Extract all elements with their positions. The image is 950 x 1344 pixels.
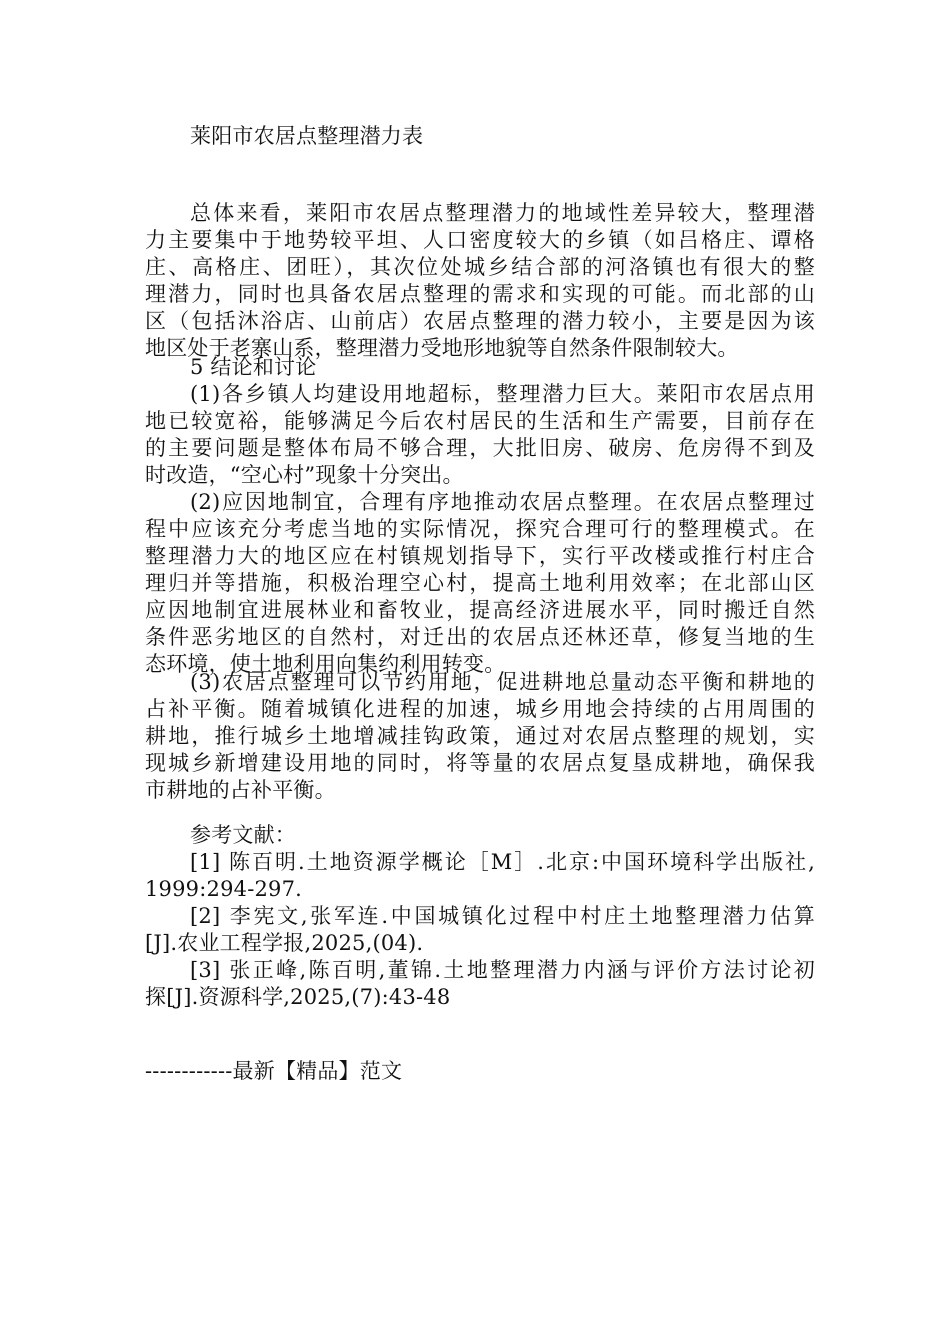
- paragraph-line: 应因地制宜进展林业和畜牧业，提高经济进展水平，同时搬迁自然: [145, 598, 815, 622]
- paragraph-line: 程中应该充分考虑当地的实际情况，探究合理可行的整理模式。在: [145, 517, 815, 541]
- section-heading: 5 结论和讨论: [190, 355, 317, 379]
- table-caption: 莱阳市农居点整理潜力表: [190, 124, 424, 148]
- paragraph-line: 力主要集中于地势较平坦、人口密度较大的乡镇（如吕格庄、谭格: [145, 228, 815, 252]
- paragraph-line: 市耕地的占补平衡。: [145, 778, 336, 802]
- paragraph-line: 地区处于老寨山系，整理潜力受地形地貌等自然条件限制较大。: [145, 336, 739, 360]
- paragraph-line: 总体来看，莱阳市农居点整理潜力的地域性差异较大，整理潜: [190, 201, 815, 225]
- reference-line: 1999:294-297.: [145, 877, 303, 901]
- paragraph-line: 区（包括沐浴店、山前店）农居点整理的潜力较小，主要是因为该: [145, 309, 815, 333]
- paragraph-line: 时改造，“空心村”现象十分突出。: [145, 463, 464, 487]
- reference-line: [J].农业工程学报,2025,(04).: [145, 931, 424, 955]
- footer-text: ------------最新【精品】范文: [145, 1059, 403, 1083]
- paragraph-line: 占补平衡。随着城镇化进程的加速，城乡用地会持续的占用周围的: [145, 697, 815, 721]
- paragraph-line: 态环境，使土地利用向集约利用转变。: [145, 652, 506, 676]
- paragraph-line: 条件恶劣地区的自然村，对迁出的农居点还林还草，修复当地的生: [145, 625, 815, 649]
- paragraph-line: 庄、高格庄、团旺），其次位处城乡结合部的河洛镇也有很大的整: [145, 255, 815, 279]
- paragraph-line: 地已较宽裕，能够满足今后农村居民的生活和生产需要，目前存在: [145, 409, 815, 433]
- paragraph-line: 理归并等措施，积极治理空心村，提高土地利用效率；在北部山区: [145, 571, 815, 595]
- paragraph-line: 整理潜力大的地区应在村镇规划指导下，实行平改楼或推行村庄合: [145, 544, 815, 568]
- paragraph-line: 现城乡新增建设用地的同时，将等量的农居点复垦成耕地，确保我: [145, 751, 815, 775]
- paragraph-line: 的主要问题是整体布局不够合理，大批旧房、破房、危房得不到及: [145, 436, 815, 460]
- paragraph-line: 耕地，推行城乡土地增减挂钩政策，通过对农居点整理的规划，实: [145, 724, 815, 748]
- reference-line: [3] 张正峰,陈百明,董锦.土地整理潜力内涵与评价方法讨论初: [190, 958, 815, 982]
- reference-line: 探[J].资源科学,2025,(7):43-48: [145, 985, 451, 1009]
- references-heading: 参考文献：: [190, 823, 296, 847]
- paragraph-line: (3)农居点整理可以节约用地，促进耕地总量动态平衡和耕地的: [190, 670, 815, 694]
- paragraph-line: (1)各乡镇人均建设用地超标，整理潜力巨大。莱阳市农居点用: [190, 382, 815, 406]
- reference-line: [2] 李宪文,张军连.中国城镇化过程中村庄土地整理潜力估算: [190, 904, 815, 928]
- reference-line: [1] 陈百明.土地资源学概论［M］.北京:中国环境科学出版社,: [190, 850, 815, 874]
- paragraph-line: 理潜力，同时也具备农居点整理的需求和实现的可能。而北部的山: [145, 282, 815, 306]
- paragraph-line: (2)应因地制宜，合理有序地推动农居点整理。在农居点整理过: [190, 490, 815, 514]
